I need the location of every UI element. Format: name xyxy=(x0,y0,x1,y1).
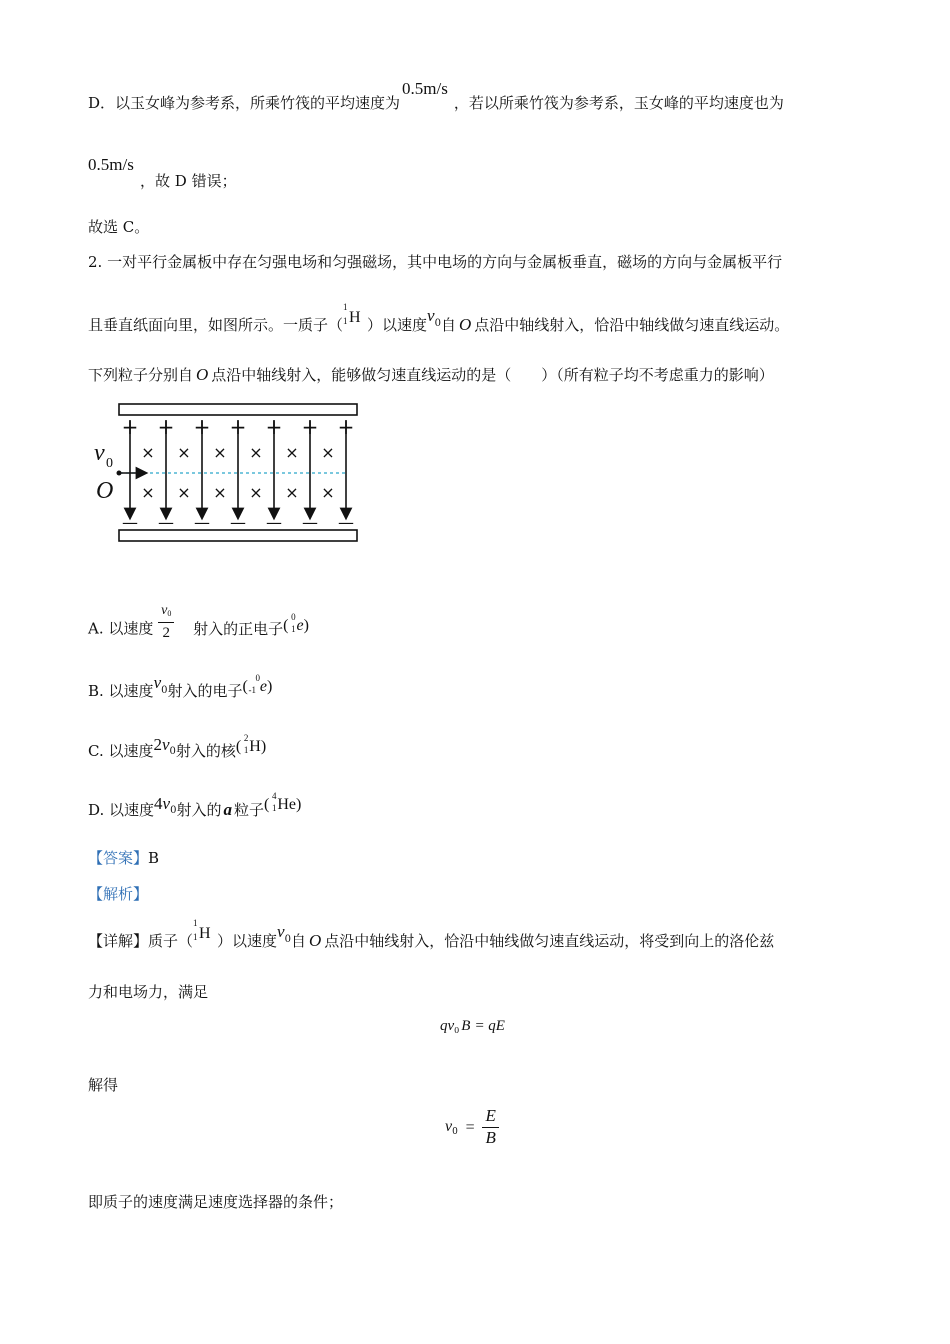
magnetic-cross: × xyxy=(285,443,299,462)
option-a-fraction: $\frac{v0}{2}$ xyxy=(158,600,174,643)
magnetic-cross: × xyxy=(249,483,263,502)
plus-sign: + xyxy=(121,415,139,439)
solve-label: 解得 xyxy=(88,1076,119,1094)
electron-symbol: ( 0 -1 e) xyxy=(242,673,273,695)
minus-signs xyxy=(122,513,354,532)
magnetic-cross: × xyxy=(321,443,335,462)
magnetic-cross: × xyxy=(141,443,155,462)
deuteron-symbol: ( 2 1 H) xyxy=(235,733,267,755)
magnetic-cross: × xyxy=(321,483,335,502)
field-diagram xyxy=(88,398,368,548)
plus-sign: + xyxy=(157,415,175,439)
equation-2: $v_0$ = $\frac{E}{B}$ xyxy=(445,1106,499,1149)
v0-label: v xyxy=(94,440,105,466)
answer-line: 【答案】B xyxy=(88,849,160,867)
v0-subscript: 0 xyxy=(106,456,113,471)
speed-value: 0.5m/s xyxy=(402,79,448,98)
detail-line-1: 【详解】质子（ 1 1 H ）以速度$v^0$自 O 点沿中轴线射入，恰沿中轴线做匀速直线运动，将受到向上的洛伦兹 xyxy=(88,918,775,950)
o-label: O xyxy=(96,478,114,504)
plus-sign: + xyxy=(337,415,355,439)
magnetic-cross: × xyxy=(213,483,227,502)
speed-value-2: 0.5m/s xyxy=(88,155,134,174)
equation-1: $qv_0$ B = qE xyxy=(440,1018,505,1035)
question-line-2: 且垂直纸面向里，如图所示。一质子（ 1 1 H ）以速度$v^0$自 O 点沿中轴线射入，恰沿中轴线做匀速直线运动。 xyxy=(88,302,790,334)
positron-symbol: ( 0 1 e) xyxy=(283,611,309,634)
detail-line-2: 力和电场力，满足 xyxy=(88,983,209,1001)
magnetic-cross: × xyxy=(177,443,191,462)
magnetic-cross: × xyxy=(177,483,191,502)
d-option-line-2 xyxy=(88,155,134,175)
plus-sign: + xyxy=(301,415,319,439)
top-plate xyxy=(119,404,357,415)
minus-sign: — xyxy=(302,513,318,532)
plus-sign: + xyxy=(265,415,283,439)
minus-sign: — xyxy=(158,513,174,532)
magnetic-cross: × xyxy=(213,443,227,462)
magnetic-cross: × xyxy=(141,483,155,502)
plus-sign: + xyxy=(229,415,247,439)
option-a[interactable]: A. 以速度 $\frac{v0}{2}$ 射入的正电子( 0 1 e) xyxy=(88,608,313,651)
minus-sign: — xyxy=(266,513,282,532)
proton-symbol: 1 1 H xyxy=(343,302,361,326)
option-b[interactable]: B. 以速度$v^0$射入的电子( 0 -1 e) xyxy=(88,681,279,704)
detail-last-line: 即质子的速度满足速度选择器的条件； xyxy=(88,1193,344,1211)
question-line-1: 2. 一对平行金属板中存在匀强电场和匀强磁场，其中电场的方向与金属板垂直，磁场的方向与金属板平行 xyxy=(88,253,783,271)
question-line-3: 下列粒子分别自 O 点沿中轴线射入，能够做匀速直线运动的是（ ）（所有粒子均不考虑重力的影响） xyxy=(88,365,774,384)
final-choice: 故选 C。 xyxy=(88,218,150,236)
option-d[interactable]: D. 以速度4v0射入的 a 粒子( 4 1 He) xyxy=(88,800,310,823)
minus-sign: — xyxy=(194,513,210,532)
minus-sign: — xyxy=(338,513,354,532)
option-c[interactable]: C. 以速度2v0射入的核( 2 1 H) xyxy=(88,741,274,764)
magnetic-cross: × xyxy=(285,483,299,502)
minus-sign: — xyxy=(122,513,138,532)
proton-symbol-2: 1 1 H xyxy=(193,918,211,942)
plus-sign: + xyxy=(193,415,211,439)
alpha-symbol: ( 4 1 He) xyxy=(263,791,302,813)
d-option-line: D．以玉女峰为参考系，所乘竹筏的平均速度为0.5m/s，若以所乘竹筏为参考系，玉女峰的平均速度也为 xyxy=(88,79,784,112)
analysis-tag: 【解析】 xyxy=(88,885,149,903)
minus-sign: — xyxy=(230,513,246,532)
d-option-conclusion: ，故 D 错误； xyxy=(140,172,237,190)
magnetic-cross: × xyxy=(249,443,263,462)
